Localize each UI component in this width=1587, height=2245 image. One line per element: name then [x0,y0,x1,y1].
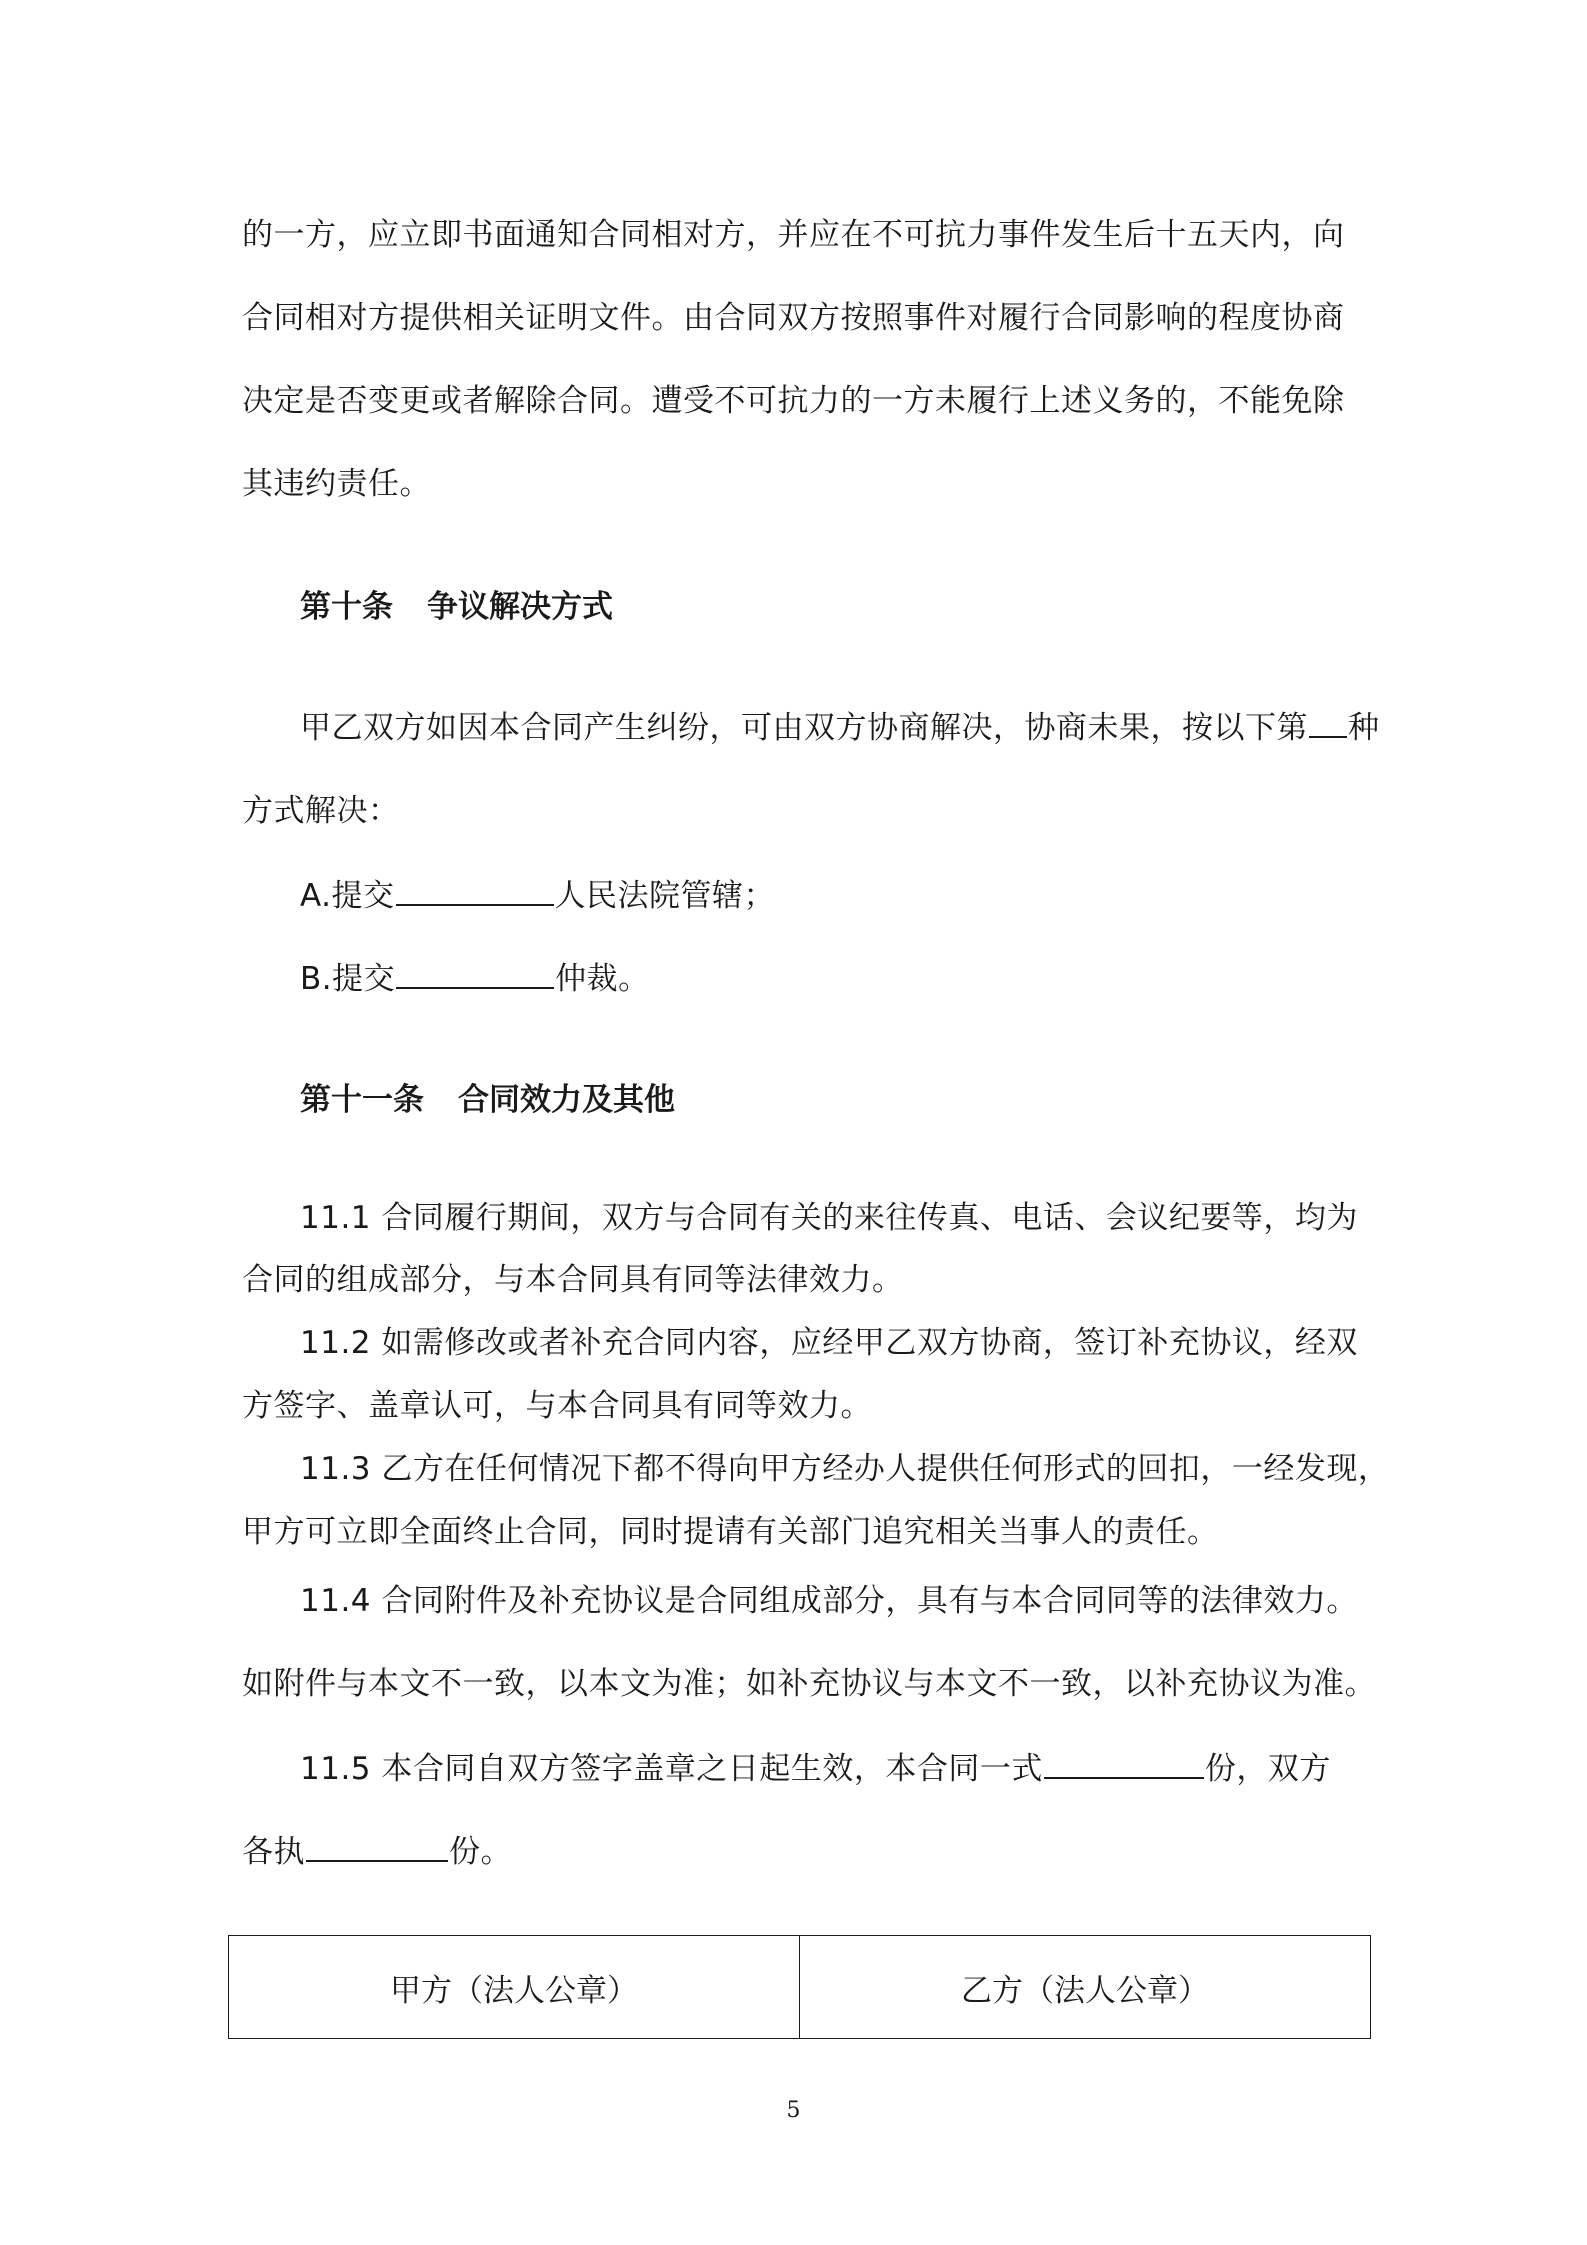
option-b-suffix: 仲裁。 [555,961,650,997]
clause-11-2-line-1: 11.2 如需修改或者补充合同内容，应经甲乙双方协商，签订补充协议，经双 [300,1325,1358,1361]
party-b-seal-cell: 乙方（法人公章） [799,1936,1370,2038]
article-11-number: 第十一条 [300,1082,424,1118]
article-10-intro-line-1 [300,706,1380,748]
clause-11-5-line-2-suffix: 份。 [449,1834,512,1870]
option-a-prefix: A.提交 [300,878,395,914]
option-a-suffix: 人民法院管辖； [554,878,776,914]
option-a-line [300,874,775,916]
article-10-number: 第十条 [300,589,393,625]
clause-11-3-line-1: 11.3 乙方在任何情况下都不得向甲方经办人提供任何形式的回扣，一经发现， [300,1451,1390,1487]
signature-table [228,1935,1371,2039]
clause-11-5-suffix: 份，双方 [1204,1751,1331,1787]
clause-11-5-line-2 [242,1830,512,1872]
court-name-blank[interactable] [396,874,554,906]
article-11-heading [300,1080,675,1120]
clause-11-1-line-2: 合同的组成部分，与本合同具有同等法律效力。 [242,1262,904,1298]
party-a-seal-cell: 甲方（法人公章） [390,1972,638,2009]
article-10-intro-line-2: 方式解决： [242,793,400,829]
clause-11-4-line-1: 11.4 合同附件及补充协议是合同组成部分，具有与本合同同等的法律效力。 [300,1583,1358,1619]
clause-11-1-line-1: 11.1 合同履行期间，双方与合同有关的来往传真、电话、会议纪要等，均为 [300,1200,1358,1236]
page-number: 5 [786,2098,801,2123]
article-10-title: 争议解决方式 [427,589,613,625]
option-b-prefix: B.提交 [300,961,396,997]
force-majeure-line-3: 决定是否变更或者解除合同。遭受不可抗力的一方未履行上述义务的，不能免除 [242,383,1345,419]
option-b-line [300,957,650,999]
force-majeure-line-1: 的一方，应立即书面通知合同相对方，并应在不可抗力事件发生后十五天内，向 [242,217,1345,253]
clause-11-5-line-2-prefix: 各执 [242,1834,305,1870]
clause-11-5-line-1 [300,1747,1331,1789]
force-majeure-line-4: 其违约责任。 [242,466,431,502]
article-10-heading [300,587,613,627]
copies-each-blank[interactable] [306,1830,448,1862]
dispute-option-blank[interactable] [1309,706,1347,738]
arbitration-name-blank[interactable] [396,957,554,989]
copies-total-blank[interactable] [1044,1747,1204,1779]
article-10-intro-end: 种 [1348,710,1380,746]
clause-11-2-line-2: 方签字、盖章认可，与本合同具有同等效力。 [242,1388,872,1424]
clause-11-4-line-2: 如附件与本文不一致，以本文为准；如补充协议与本文不一致，以补充协议为准。 [242,1666,1376,1702]
force-majeure-line-2: 合同相对方提供相关证明文件。由合同双方按照事件对履行合同影响的程度协商 [242,300,1345,336]
article-11-title: 合同效力及其他 [458,1082,675,1118]
article-10-intro-text: 甲乙双方如因本合同产生纠纷，可由双方协商解决，协商未果，按以下第 [300,710,1308,746]
clause-11-5-prefix: 11.5 本合同自双方签字盖章之日起生效，本合同一式 [300,1751,1043,1787]
clause-11-3-line-2: 甲方可立即全面终止合同，同时提请有关部门追究相关当事人的责任。 [242,1514,1219,1550]
